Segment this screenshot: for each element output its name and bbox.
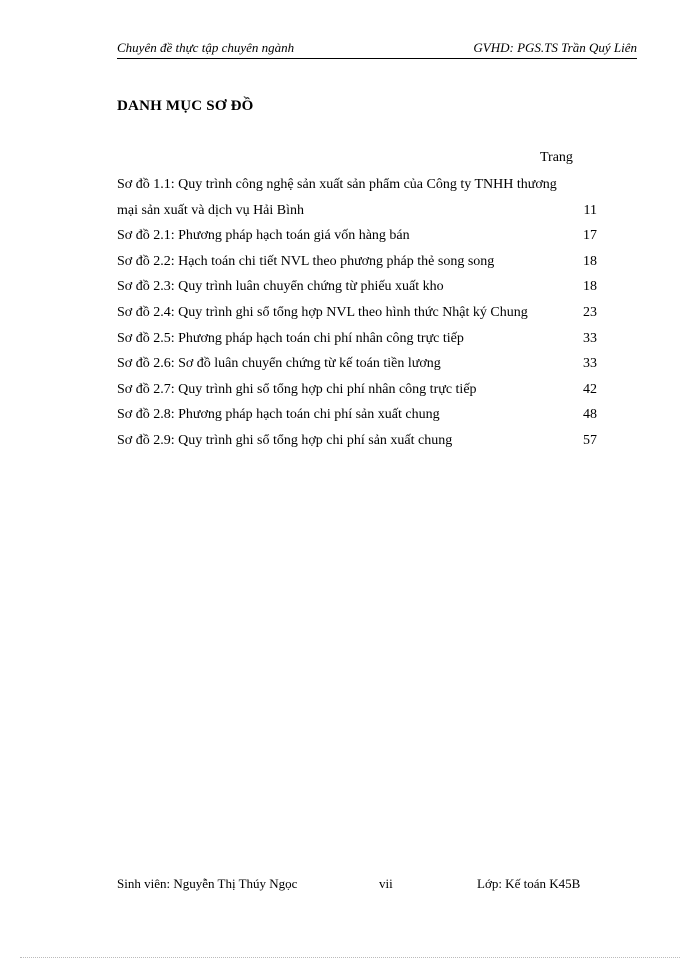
list-item: [117, 223, 603, 249]
list-item-title: Sơ đồ 1.1: Quy trình công nghệ sản xuất sản phẩm của Công ty TNHH thương mại sản xuất và dịch vụ Hải Bình: [117, 177, 561, 218]
list-item-title: Sơ đồ 2.8: Phương pháp hạch toán chi phí sản xuất chung: [117, 407, 440, 423]
list-item: [117, 326, 603, 352]
footer-page-number: vii: [379, 876, 393, 891]
list-item-title: Sơ đồ 2.7: Quy trình ghi sổ tổng hợp chi phí nhân công trực tiếp: [117, 381, 477, 397]
list-item: [117, 300, 603, 326]
list-item-page: 57: [583, 432, 597, 448]
page-title: DANH MỤC SƠ ĐỒ: [117, 98, 254, 114]
list-item-title: Sơ đồ 2.1: Phương pháp hạch toán giá vốn hàng bán: [117, 228, 410, 244]
page-column-label: Trang: [540, 150, 573, 165]
list-item: [117, 377, 603, 403]
diagram-list: [117, 172, 603, 454]
list-item-page: 33: [583, 356, 597, 372]
list-item-title: Sơ đồ 2.4: Quy trình ghi sổ tổng hợp NVL theo hình thức Nhật ký Chung: [117, 304, 528, 320]
list-item-page: 48: [583, 407, 597, 423]
list-item: [117, 172, 603, 223]
list-item-title: Sơ đồ 2.5: Phương pháp hạch toán chi phí nhân công trực tiếp: [117, 330, 464, 346]
list-item: [117, 428, 603, 454]
list-item-title: Sơ đồ 2.2: Hạch toán chi tiết NVL theo phương pháp thẻ song song: [117, 253, 495, 269]
list-item-page: 18: [583, 253, 597, 269]
list-item-title: Sơ đồ 2.9: Quy trình ghi sổ tổng hợp chi phí sản xuất chung: [117, 432, 453, 448]
page-header: [117, 38, 637, 59]
list-item-page: 23: [583, 304, 597, 320]
footer-class: Lớp: Kế toán K45B: [477, 876, 581, 891]
list-item-title: Sơ đồ 2.6: Sơ đồ luân chuyển chứng từ kế toán tiền lương: [117, 356, 441, 372]
list-item-page: 11: [583, 202, 597, 218]
page-edge-divider: [20, 957, 680, 958]
header-supervisor: GVHD: PGS.TS Trần Quý Liên: [473, 40, 637, 55]
list-item-page: 17: [583, 228, 597, 244]
list-item-page: 18: [583, 279, 597, 295]
list-item-page: 33: [583, 330, 597, 346]
list-item-title: Sơ đồ 2.3: Quy trình luân chuyển chứng từ phiếu xuất kho: [117, 279, 444, 295]
list-item: [117, 249, 603, 275]
footer-student-name: Sinh viên: Nguyễn Thị Thúy Ngọc: [117, 876, 298, 891]
list-item: [117, 351, 603, 377]
list-item: [117, 402, 603, 428]
list-item: [117, 274, 603, 300]
header-course-title: Chuyên đề thực tập chuyên ngành: [117, 40, 295, 55]
list-item-page: 42: [583, 381, 597, 397]
